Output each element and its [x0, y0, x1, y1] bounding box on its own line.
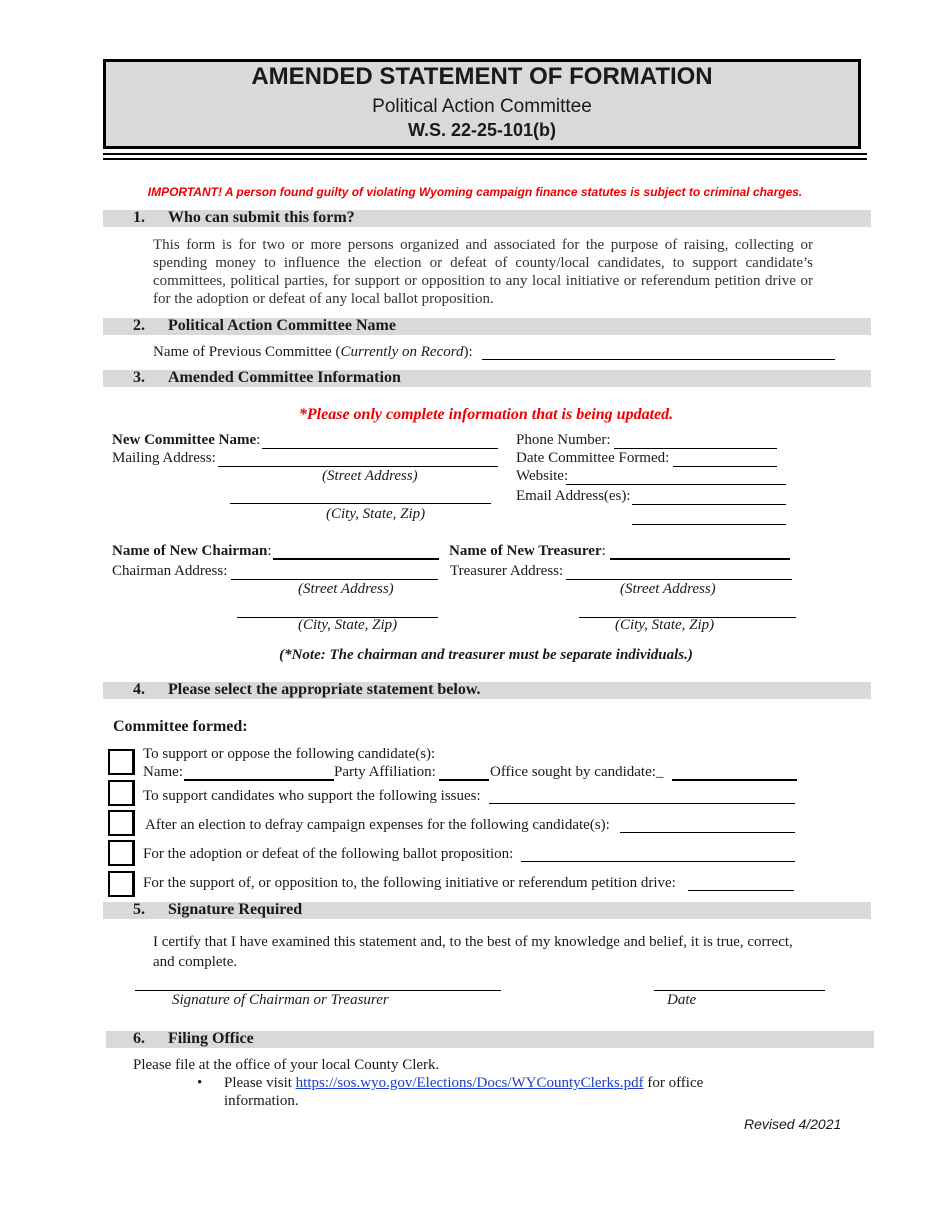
date-formed-field[interactable] [673, 466, 777, 467]
website-label: Website: [516, 468, 569, 484]
county-clerk-link-line: Please visit https://sos.wyo.gov/Elections/Docs/WYCountyClerks.pdf for office [224, 1075, 704, 1091]
treasurer-city-caption: (City, State, Zip) [615, 617, 715, 633]
option-candidates-label: To support or oppose the following candidate(s): [143, 746, 436, 762]
previous-committee-label: Name of Previous Committee (Currently on Record): [153, 344, 473, 360]
section-6-number: 6. [133, 1030, 145, 1047]
filing-instructions: Please file at the office of your local County Clerk. [133, 1057, 440, 1073]
signature-caption: Signature of Chairman or Treasurer [172, 992, 389, 1008]
chairman-address-label: Chairman Address: [112, 563, 228, 579]
issues-field[interactable] [489, 803, 795, 804]
office-sought-field[interactable] [672, 779, 797, 781]
candidate-name-label: Name: [143, 764, 183, 780]
phone-label: Phone Number: [516, 432, 611, 448]
petition-drive-field[interactable] [688, 890, 794, 891]
section-6-title: Filing Office [168, 1030, 254, 1047]
office-sought-label: Office sought by candidate:_ [490, 764, 664, 780]
new-committee-name-field[interactable] [262, 448, 498, 449]
form-subtitle: Political Action Committee [372, 96, 592, 117]
bullet-icon: • [197, 1075, 203, 1091]
treasurer-address-label: Treasurer Address: [450, 563, 564, 579]
option-petition-label: For the support of, or opposition to, the following initiative or referendum petition drive: [143, 875, 676, 891]
chairman-name-field[interactable] [273, 558, 439, 560]
phone-field[interactable] [614, 448, 777, 449]
statute-reference: W.S. 22-25-101(b) [407, 120, 557, 140]
previous-committee-field[interactable] [482, 359, 835, 360]
chairman-street-field[interactable] [231, 579, 438, 580]
new-committee-name-label: New Committee Name: [112, 432, 261, 448]
mailing-city-field[interactable] [230, 503, 491, 504]
section-2-title: Political Action Committee Name [168, 317, 396, 334]
checkbox-defray-expenses[interactable] [108, 810, 135, 836]
chairman-name-label: Name of New Chairman: [112, 543, 272, 559]
checkbox-candidates[interactable] [108, 749, 135, 775]
treasurer-street-caption: (Street Address) [620, 581, 716, 597]
option-ballot-label: For the adoption or defeat of the following ballot proposition: [143, 846, 514, 862]
email-label: Email Address(es): [516, 488, 631, 504]
checkbox-petition-drive[interactable] [108, 871, 135, 897]
revised-date: Revised 4/2021 [744, 1116, 842, 1132]
checkbox-issues[interactable] [108, 780, 135, 806]
date-formed-label: Date Committee Formed: [516, 450, 670, 466]
separate-individuals-note: (*Note: The chairman and treasurer must be separate individuals.) [279, 647, 693, 663]
ballot-proposition-field[interactable] [521, 861, 795, 862]
section-3-title: Amended Committee Information [168, 369, 401, 386]
committee-formed-heading: Committee formed: [113, 718, 248, 735]
section-4-number: 4. [133, 681, 145, 698]
section-2-number: 2. [133, 317, 145, 334]
treasurer-name-field[interactable] [610, 558, 790, 560]
chairman-city-caption: (City, State, Zip) [298, 617, 398, 633]
chairman-street-caption: (Street Address) [298, 581, 394, 597]
section-5-number: 5. [133, 901, 145, 918]
mailing-address-label: Mailing Address: [112, 450, 216, 466]
website-field[interactable] [566, 484, 786, 485]
signature-field[interactable] [135, 990, 501, 991]
section-5-title: Signature Required [168, 901, 303, 918]
defray-field[interactable] [620, 832, 795, 833]
email-field-1[interactable] [632, 504, 786, 505]
form-header [103, 59, 861, 149]
header-divider-bottom [103, 158, 867, 160]
update-only-note: *Please only complete information that is being updated. [298, 406, 674, 423]
date-caption: Date [667, 992, 697, 1008]
mailing-street-caption: (Street Address) [322, 468, 418, 484]
header-divider-top [103, 153, 867, 155]
certification-text: I certify that I have examined this statement and, to the best of my knowledge and belief, it is true, correct, and complete. [153, 934, 793, 970]
candidate-name-field[interactable] [184, 779, 334, 781]
county-clerk-link[interactable]: https://sos.wyo.gov/Elections/Docs/WYCountyClerks.pdf [295, 1075, 644, 1091]
option-issues-label: To support candidates who support the following issues: [143, 788, 481, 804]
county-clerk-link-line-2: information. [224, 1093, 299, 1109]
party-affiliation-label: Party Affiliation: [334, 764, 436, 780]
date-field[interactable] [654, 990, 825, 991]
important-notice: IMPORTANT! A person found guilty of violating Wyoming campaign finance statutes is subject to criminal charges. [147, 185, 803, 199]
section-3-number: 3. [133, 369, 145, 386]
mailing-city-caption: (City, State, Zip) [326, 506, 426, 522]
section-4-title: Please select the appropriate statement below. [168, 681, 481, 698]
option-defray-label: After an election to defray campaign expenses for the following candidate(s): [145, 817, 610, 833]
section-1-body: This form is for two or more persons organized and associated for the purpose of raising, collecting or spending money to influence the election or defeat of county/local candidates, to support candidate’s committees, political parties, for support or opposition to any local initiative or referendum petition drive or for the adoption or defeat of any local ballot proposition. [153, 237, 813, 307]
section-1-number: 1. [133, 209, 145, 226]
treasurer-street-field[interactable] [566, 579, 792, 580]
section-1-title: Who can submit this form? [168, 209, 355, 226]
checkbox-ballot-proposition[interactable] [108, 840, 135, 866]
treasurer-name-label: Name of New Treasurer: [449, 543, 606, 559]
form-title: AMENDED STATEMENT OF FORMATION [251, 63, 713, 90]
email-field-2[interactable] [632, 524, 786, 525]
mailing-street-field[interactable] [218, 466, 498, 467]
party-affiliation-field[interactable] [439, 779, 489, 781]
